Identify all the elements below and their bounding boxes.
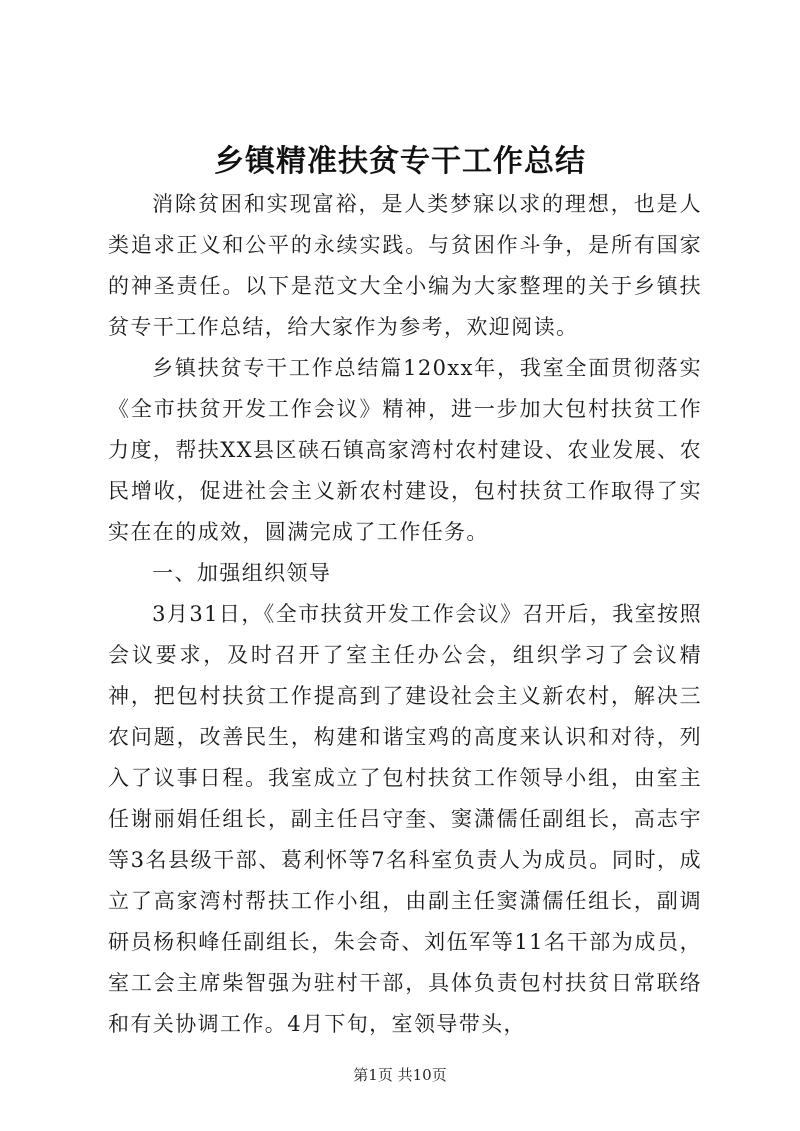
document-title: 乡镇精准扶贫专干工作总结 xyxy=(214,144,586,179)
page-number-footer: 第1页 共10页 xyxy=(353,1066,447,1084)
paragraph-organization: 3月31日，《全市扶贫开发工作会议》召开后，我室按照会议要求，及时召开了室主任办公会，组织学习了会议精神，把包村扶贫工作提高到了建设社会主义新农村，解决三农问题，改善民生，构建和谐宝鸡的高度来认识和对待，列入了议事日程。我室成立了包村扶贫工作领导小组，由室主任谢丽娟任组长，副主任吕守奎、窦潇儒任副组长，高志宇等3名县级干部、葛利怀等7名科室负责人为成员。同时，成立了高家湾村帮扶工作小组，由副主任窦潇儒任组长，副调研员杨积峰任副组长，朱会奇、刘伍军等11名干部为成员，室工会主席柴智强为驻村干部，具体负责包村扶贫日常联络和有关协调工作。4月下旬，室领导带头， xyxy=(108,602,702,1036)
document-body xyxy=(108,184,702,1045)
paragraph-summary: 乡镇扶贫专干工作总结篇120xx年，我室全面贯彻落实《全市扶贫开发工作会议》精神，进一步加大包村扶贫工作力度，帮扶XX县区硖石镇高家湾村农村建设、农业发展、农民增收，促进社会主义新农村建设，包村扶贫工作取得了实实在在的成效，圆满完成了工作任务。 xyxy=(108,356,702,544)
paragraph-intro: 消除贫困和实现富裕，是人类梦寐以求的理想，也是人类追求正义和公平的永续实践。与贫困作斗争，是所有国家的神圣责任。以下是范文大全小编为大家整理的关于乡镇扶贫专干工作总结，给大家作为参考，欢迎阅读。 xyxy=(108,192,702,339)
section-heading: 一、加强组织领导 xyxy=(152,561,332,585)
